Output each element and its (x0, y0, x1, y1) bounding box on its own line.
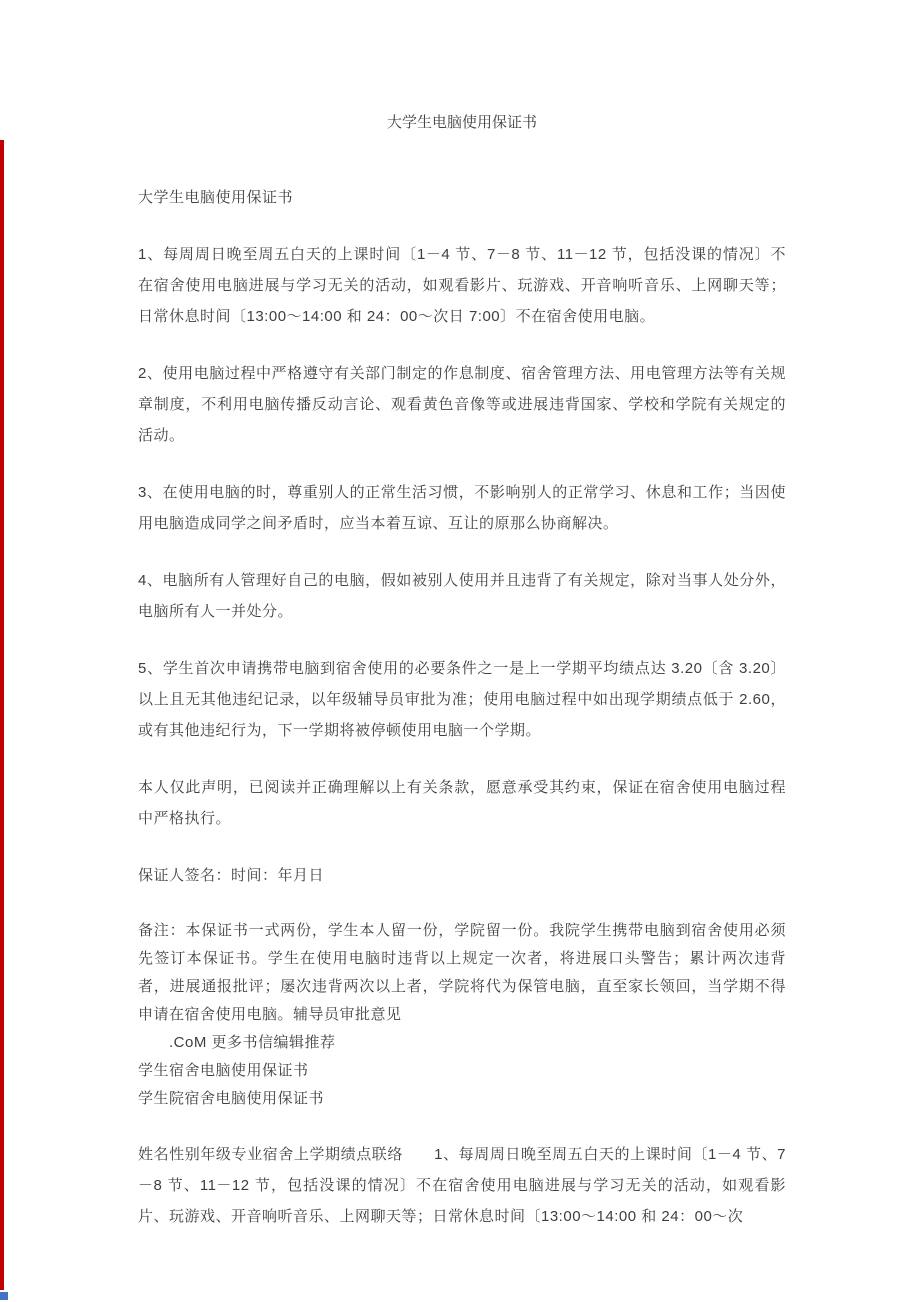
paragraph: 4、电脑所有人管理好自己的电脑，假如被别人使用并且违背了有关规定，除对当事人处分外，电脑所有人一并处分。 (138, 572, 786, 620)
paragraph: 1、每周周日晚至周五白天的上课时间〔1－4 节、7－8 节、11－12 节，包括没课的情况〕不在宿舍使用电脑进展与学习无关的活动，如观看影片、玩游戏、开音响听音乐、上网聊天等；日常休息时间〔13:00～14:00 和 24：00～次日 7:00〕不在宿舍使用电脑。 (138, 246, 786, 325)
paragraph: 学生院宿舍电脑使用保证书 (138, 1090, 325, 1107)
paragraph: 5、学生首次申请携带电脑到宿舍使用的必要条件之一是上一学期平均绩点达 3.20〔含 3.20〕以上且无其他违纪记录，以年级辅导员审批为准；使用电脑过程中如出现学期绩点低于 2.60，或有其他违纪行为，下一学期将被停顿使用电脑一个学期。 (138, 660, 786, 739)
paragraph: 学生宿舍电脑使用保证书 (138, 1062, 309, 1079)
bottom-left-marker (0, 1292, 8, 1300)
paragraph: 2、使用电脑过程中严格遵守有关部门制定的作息制度、宿舍管理方法、用电管理方法等有关规章制度，不利用电脑传播反动言论、观看黄色音像等或进展违背国家、学校和学院有关规定的活动。 (138, 365, 786, 444)
paragraph: 姓名性别年级专业宿舍上学期绩点联络 1、每周周日晚至周五白天的上课时间〔1－4 节、7－8 节、11－12 节，包括没课的情况〕不在宿舍使用电脑进展与学习无关的活动，如观看影片、玩游戏、开音响听音乐、上网聊天等；日常休息时间〔13:00～14:00 和 24：00～次 (138, 1146, 786, 1225)
left-margin-bar (0, 140, 4, 1290)
document-title: 大学生电脑使用保证书 (386, 114, 537, 131)
document-body (138, 182, 786, 1258)
paragraph: .CoM 更多书信编辑推荐 (138, 1034, 336, 1051)
paragraph: 3、在使用电脑的时，尊重别人的正常生活习惯，不影响别人的正常学习、休息和工作；当因使用电脑造成同学之间矛盾时，应当本着互谅、互让的原那么协商解决。 (138, 484, 786, 532)
paragraph: 大学生电脑使用保证书 (138, 189, 294, 206)
paragraph: 本人仅此声明，已阅读并正确理解以上有关条款，愿意承受其约束，保证在宿舍使用电脑过程中严格执行。 (138, 779, 786, 827)
paragraph: 保证人签名：时间：年月日 (138, 867, 325, 884)
paragraph: 备注：本保证书一式两份，学生本人留一份，学院留一份。我院学生携带电脑到宿舍使用必须先签订本保证书。学生在使用电脑时违背以上规定一次者，将进展口头警告；累计两次违背者，进展通报批评；屡次违背两次以上者，学院将代为保管电脑，直至家长领回，当学期不得申请在宿舍使用电脑。辅导员审批意见 (138, 922, 786, 1023)
